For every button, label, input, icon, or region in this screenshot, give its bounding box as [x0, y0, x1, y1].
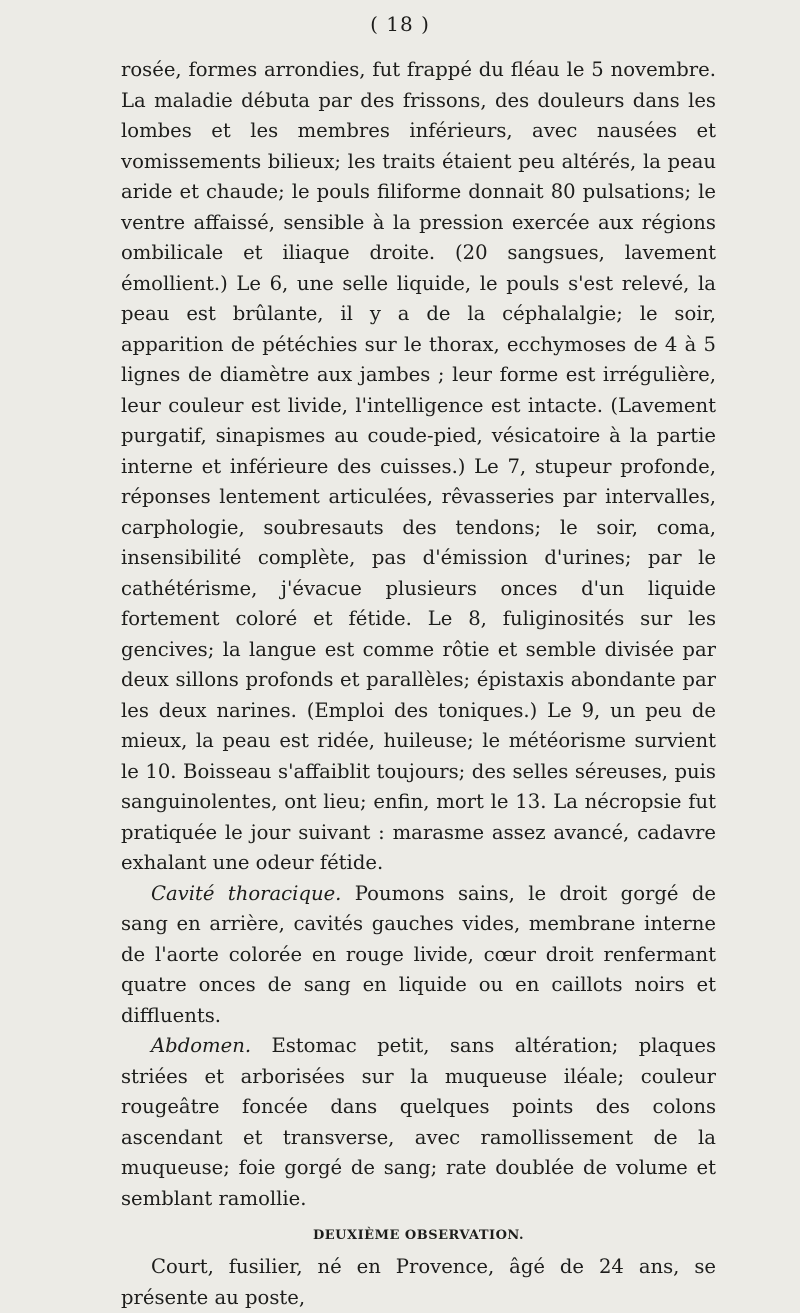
abdomen-heading: Abdomen. [151, 1034, 252, 1057]
second-observation-heading: DEUXIÈME OBSERVATION. [313, 1228, 524, 1243]
abdomen-text: Estomac petit, sans altération; plaques striées et arborisées sur la muqueuse iléale; couleur rougeâtre foncée dans quelques points des colons ascendant et transverse, avec ramollissement de la muqueuse; foie gorgé de sang; rate doublée de volume et semblant ramollie. [121, 1034, 716, 1210]
abdomen-paragraph [121, 1031, 716, 1214]
case-narrative-paragraph: rosée, formes arrondies, fut frappé du fléau le 5 novembre. La maladie débuta par des frissons, des douleurs dans les lombes et les membres inférieurs, avec nausées et vomissements bilieux; les traits étaient peu altérés, la peau aride et chaude; le pouls filiforme donnait 80 pulsations; le ventre affaissé, sensible à la pression exercée aux régions ombilicale et iliaque droite. (20 sangsues, lavement émollient.) Le 6, une selle liquide, le pouls s'est relevé, la peau est brûlante, il y a de la céphalalgie; le soir, apparition de pétéchies sur le thorax, ecchymoses de 4 à 5 lignes de diamètre aux jambes ; leur forme est irrégulière, leur couleur est livide, l'intelligence est intacte. (Lavement purgatif, sinapismes au coude-pied, vésicatoire à la partie interne et inférieure des cuisses.) Le 7, stupeur profonde, réponses lentement articulées, rêvasseries par intervalles, carphologie, soubresauts des tendons; le soir, coma, insensibilité complète, pas d'émission d'urines; par le cathétérisme, j'évacue plusieurs onces d'un liquide fortement coloré et fétide. Le 8, fuliginosités sur les gencives; la langue est comme rôtie et semble divisée par deux sillons profonds et parallèles; épistaxis abondante par les deux narines. (Emploi des toniques.) Le 9, un peu de mieux, la peau est ridée, huileuse; le météorisme survient le 10. Boisseau s'affaiblit toujours; des selles séreuses, puis sanguinolentes, ont lieu; enfin, mort le 13. La nécropsie fut pratiquée le jour suivant : marasme assez avancé, cadavre exhalant une odeur fétide. [121, 58, 716, 874]
second-observation-paragraph: Court, fusilier, né en Provence, âgé de 24 ans, se présente au poste, [121, 1255, 716, 1309]
thoracic-cavity-paragraph [121, 879, 716, 1032]
thoracic-cavity-text: Poumons sains, le droit gorgé de sang en arrière, cavités gauches vides, membrane interne de l'aorte colorée en rouge livide, cœur droit renfermant quatre onces de sang en liquide ou en caillots noirs et diffluents. [121, 881, 716, 1027]
thoracic-cavity-heading: Cavité thoracique. [151, 881, 342, 905]
page-number: ( 18 ) [370, 12, 430, 36]
page-body [121, 55, 716, 1313]
